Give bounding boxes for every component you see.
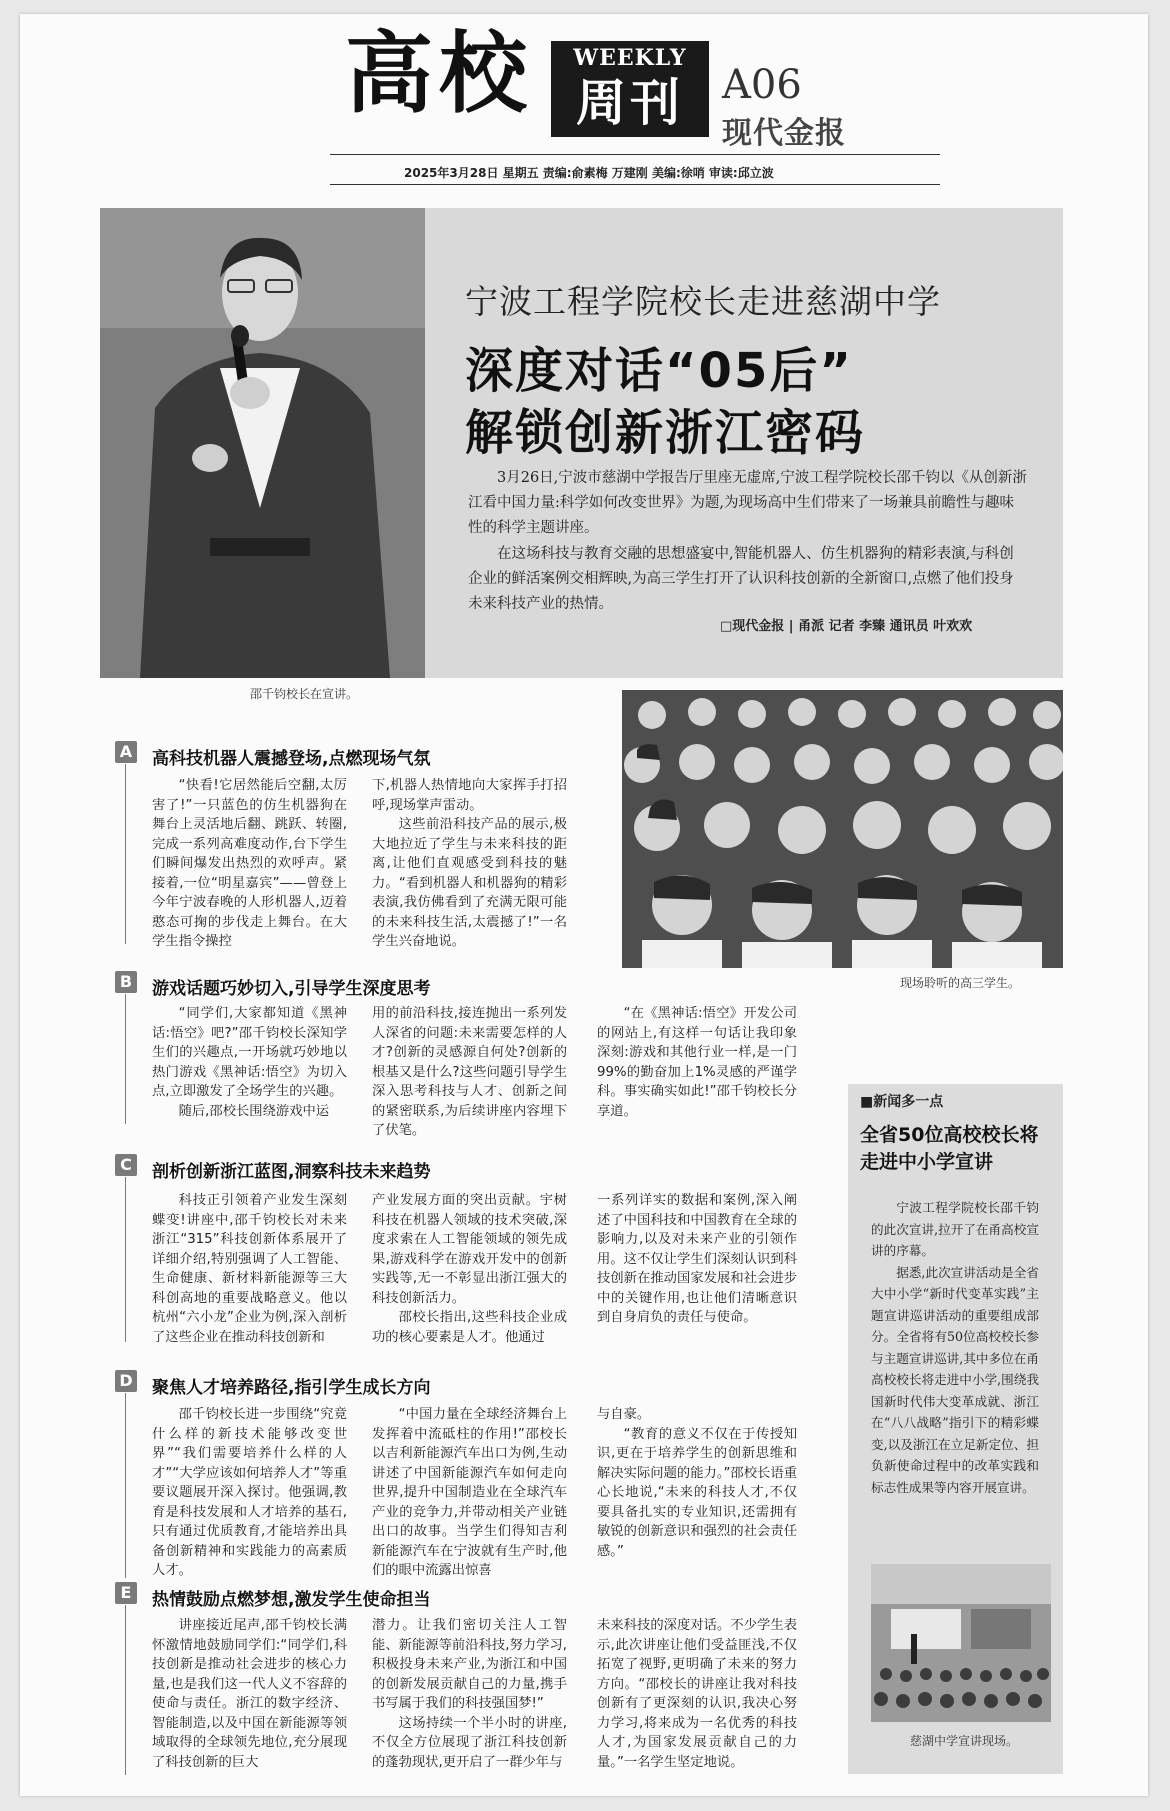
section-a-col-1 bbox=[152, 776, 347, 952]
section-c-col-2 bbox=[372, 1191, 567, 1347]
section-c-rule bbox=[125, 1177, 126, 1342]
section-b-rule bbox=[125, 994, 126, 1124]
section-c-col-1 bbox=[152, 1191, 347, 1347]
section-d-col-2 bbox=[372, 1405, 567, 1581]
section-e-rule bbox=[125, 1605, 126, 1775]
paragraph: 随后,邵校长围绕游戏中运 bbox=[178, 1103, 330, 1119]
section-c-col-3 bbox=[597, 1191, 797, 1328]
paragraph: 用的前沿科技,接连抛出一系列发人深省的问题:未来需要怎样的人才?创新的灵感源自何处?创新的根基又是什么?这些问题引导学生深入思考科技与人才、创新之间的紧密联系,为后续讲座内容埋下了伏笔。 bbox=[372, 1006, 567, 1138]
paragraph: “快看!它居然能后空翻,太厉害了!”一只蓝色的仿生机器狗在舞台上灵活地后翻、跳跃、转圈,完成一系列高难度动作,台下学生们瞬间爆发出热烈的欢呼声。紧接着,一位“明星嘉宾”——曾登上今年宁波春晚的人形机器人,迈着憨态可掬的步伐走上舞台。在大学生指令操控 bbox=[152, 778, 347, 949]
paragraph: 这些前沿科技产品的展示,极大地拉近了学生与未来科技的距离,让他们直观感受到科技的魅力。“看到机器人和机器狗的精彩表演,我仿佛看到了充满无限可能的未来科技生活,太震撼了!”一名学生兴奋地说。 bbox=[372, 817, 567, 949]
paper-name: 现代金报 bbox=[722, 116, 846, 151]
weekly-en: WEEKLY bbox=[573, 45, 687, 71]
students-photo-caption: 现场聆听的高三学生。 bbox=[900, 976, 1021, 990]
paragraph: 与自豪。 bbox=[597, 1407, 651, 1422]
section-a-rule bbox=[125, 764, 126, 944]
paragraph: 宁波工程学院校长邵千钧的此次宣讲,拉开了在甬高校宣讲的序幕。 bbox=[871, 1200, 1039, 1258]
section-b-title: 游戏话题巧妙切入,引导学生深度思考 bbox=[152, 979, 431, 999]
section-b-col-3 bbox=[597, 1004, 797, 1121]
kicker: 宁波工程学院校长走进慈湖中学 bbox=[465, 282, 941, 321]
section-e-col-2 bbox=[372, 1616, 567, 1772]
paragraph: “教育的意义不仅在于传授知识,更在于培养学生的创新思维和解决实际问题的能力。”邵校长语重心长地说,“未来的科技人才,不仅要具备扎实的专业知识,还需拥有敏锐的创新意识和强烈的社会责任感。” bbox=[597, 1426, 797, 1559]
divider bbox=[330, 184, 940, 185]
section-d-title: 聚焦人才培养路径,指引学生成长方向 bbox=[152, 1378, 431, 1398]
page-number: A06 bbox=[722, 62, 802, 108]
section-e-col-3 bbox=[597, 1616, 797, 1772]
sidebar-body bbox=[871, 1197, 1039, 1498]
section-a-col-2 bbox=[372, 776, 567, 952]
headline-line-1: 深度对话“05后” bbox=[465, 343, 853, 399]
paragraph: 这场持续一个半小时的讲座,不仅全方位展现了浙江科技创新的蓬勃现状,更开启了一群少年与 bbox=[372, 1715, 567, 1770]
section-c-letter: C bbox=[115, 1154, 137, 1176]
students-photo bbox=[622, 690, 1063, 968]
section-b-col-1 bbox=[152, 1004, 347, 1121]
weekly-logo bbox=[551, 41, 709, 137]
section-e-title: 热情鼓励点燃梦想,激发学生使命担当 bbox=[152, 1590, 431, 1610]
lead-paragraph-2: 在这场科技与教育交融的思想盛宴中,智能机器人、仿生机器狗的精彩表演,与科创企业的鲜活案例交相辉映,为高三学生打开了认识科技创新的全新窗口,点燃了他们投身未来科技产业的热情。 bbox=[468, 546, 1014, 612]
section-d-rule bbox=[125, 1393, 126, 1578]
section-c-title: 剖析创新浙江蓝图,洞察科技未来趋势 bbox=[152, 1162, 431, 1182]
headline-line-2: 解锁创新浙江密码 bbox=[465, 405, 866, 461]
paragraph: 下,机器人热情地向大家挥手打招呼,现场掌声雷动。 bbox=[372, 778, 567, 813]
section-a-letter: A bbox=[115, 741, 137, 763]
venue-photo bbox=[871, 1564, 1051, 1722]
speaker-illustration bbox=[100, 208, 425, 678]
paragraph: “中国力量在全球经济舞台上发挥着中流砥柱的作用!”邵校长以吉利新能源汽车出口为例,生动讲述了中国新能源汽车如何走向世界,提升中国制造业在全球汽车产业的竞争力,并带动相关产业链出口的故事。当学生们得知吉利新能源汽车在宁波就有生产时,他们的眼中流露出惊喜 bbox=[372, 1407, 567, 1578]
section-b-col-2 bbox=[372, 1004, 567, 1141]
venue-photo-caption: 慈湖中学宣讲现场。 bbox=[910, 1734, 1019, 1748]
divider bbox=[330, 154, 940, 155]
paragraph: 一系列详实的数据和案例,深入阐述了中国科技和中国教育在全球的影响力,以及对未来产业的引领作用。这不仅让学生们深刻认识到科技创新在推动国家发展和社会进步中的关键作用,也让他们清晰意识到自身肩负的责任与使命。 bbox=[597, 1193, 797, 1325]
sidebar-headline: 全省50位高校校长将走进中小学宣讲 bbox=[860, 1124, 1039, 1173]
speaker-photo-caption: 邵千钧校长在宣讲。 bbox=[250, 687, 359, 701]
paragraph: 潜力。让我们密切关注人工智能、新能源等前沿科技,努力学习,积极投身未来产业,为浙江和中国的创新发展贡献自己的力量,携手书写属于我们的科技强国梦!” bbox=[372, 1618, 567, 1711]
paragraph: 据悉,此次宣讲活动是全省大中小学“新时代变革实践”主题宣讲巡讲活动的重要组成部分。全省将有50位高校校长参与主题宣讲巡讲,其中多位在甬高校校长将走进中小学,围绕我国新时代伟大变革成就、浙江在“八八战略”指引下的精彩蝶变,以及浙江在立足新定位、担负新使命过程中的改革实践和标志性成果等内容开展宣讲。 bbox=[871, 1264, 1039, 1495]
paragraph: “同学们,大家都知道《黑神话:悟空》吧?”邵千钧校长深知学生们的兴趣点,一开场就巧妙地以热门游戏《黑神话:悟空》为切入点,立即激发了全场学生的兴趣。 bbox=[152, 1006, 347, 1099]
section-title: 高校 bbox=[345, 22, 534, 125]
paragraph: 邵校长指出,这些科技企业成功的核心要素是人才。他通过 bbox=[372, 1310, 567, 1345]
weekly-zh: 周刊 bbox=[576, 74, 684, 132]
paragraph: “在《黑神话:悟空》开发公司的网站上,有这样一句话让我印象深刻:游戏和其他行业一样,是一门99%的勤奋加上1%灵感的严谨学科。事实确实如此!”邵千钧校长分享道。 bbox=[597, 1006, 797, 1119]
section-e-letter: E bbox=[115, 1582, 137, 1604]
audience-illustration bbox=[622, 690, 1063, 968]
dateline: 2025年3月28日 星期五 责编:俞素梅 万建刚 美编:徐哨 审读:邱立波 bbox=[404, 166, 774, 180]
paragraph: 产业发展方面的突出贡献。宇树科技在机器人领域的技术突破,深度求索在人工智能领域的领先成果,游戏科学在游戏开发中的创新实践等,无一不彰显出浙江强大的科技创新活力。 bbox=[372, 1193, 567, 1306]
paragraph: 未来科技的深度对话。不少学生表示,此次讲座让他们受益匪浅,不仅拓宽了视野,更明确了未来的努力方向。“邵校长的讲座让我对科技创新有了更深刻的认识,我决心努力学习,将来成为一名优秀的科技人才,为国家发展贡献自己的力量。”一名学生坚定地说。 bbox=[597, 1618, 797, 1770]
newspaper-page bbox=[20, 14, 1148, 1796]
section-d-col-1 bbox=[152, 1405, 347, 1581]
section-d-letter: D bbox=[115, 1370, 137, 1392]
paragraph: 科技正引领着产业发生深刻蝶变!讲座中,邵千钧校长对未来浙江“315”科技创新体系展开了详细介绍,特别强调了人工智能、生命健康、新材料新能源等三大科创高地的重要战略意义。他以杭州“六小龙”企业为例,深入剖析了这些企业在推动科技创新和 bbox=[152, 1193, 347, 1345]
speaker-photo bbox=[100, 208, 425, 678]
paragraph: 讲座接近尾声,邵千钧校长满怀激情地鼓励同学们:“同学们,科技创新是推动社会进步的核心力量,也是我们这一代人义不容辞的使命与责任。浙江的数字经济、智能制造,以及中国在新能源等领域取得的全球领先地位,充分展现了科技创新的巨大 bbox=[152, 1618, 347, 1770]
sidebar-kicker: ■新闻多一点 bbox=[860, 1094, 944, 1110]
section-a-title: 高科技机器人震撼登场,点燃现场气氛 bbox=[152, 749, 431, 769]
paragraph: 邵千钧校长进一步围绕“究竟什么样的新技术能够改变世界”“我们需要培养什么样的人才”“大学应该如何培养人才”等重要议题展开深入探讨。他强调,教育是科技发展和人才培养的基石,只有通过优质教育,才能培养出具备创新精神和实践能力的高素质人才。 bbox=[152, 1407, 347, 1578]
venue-illustration bbox=[871, 1564, 1051, 1722]
section-e-col-1 bbox=[152, 1616, 347, 1772]
section-d-col-3 bbox=[597, 1405, 797, 1561]
lead-paragraph-1: 3月26日,宁波市慈湖中学报告厅里座无虚席,宁波工程学院校长邵千钧以《从创新浙江看中国力量:科学如何改变世界》为题,为现场高中生们带来了一场兼具前瞻性与趣味性的科学主题讲座。 bbox=[468, 470, 1027, 536]
section-b-letter: B bbox=[115, 971, 137, 993]
byline: □现代金报 | 甬派 记者 李臻 通讯员 叶欢欢 bbox=[720, 619, 973, 634]
